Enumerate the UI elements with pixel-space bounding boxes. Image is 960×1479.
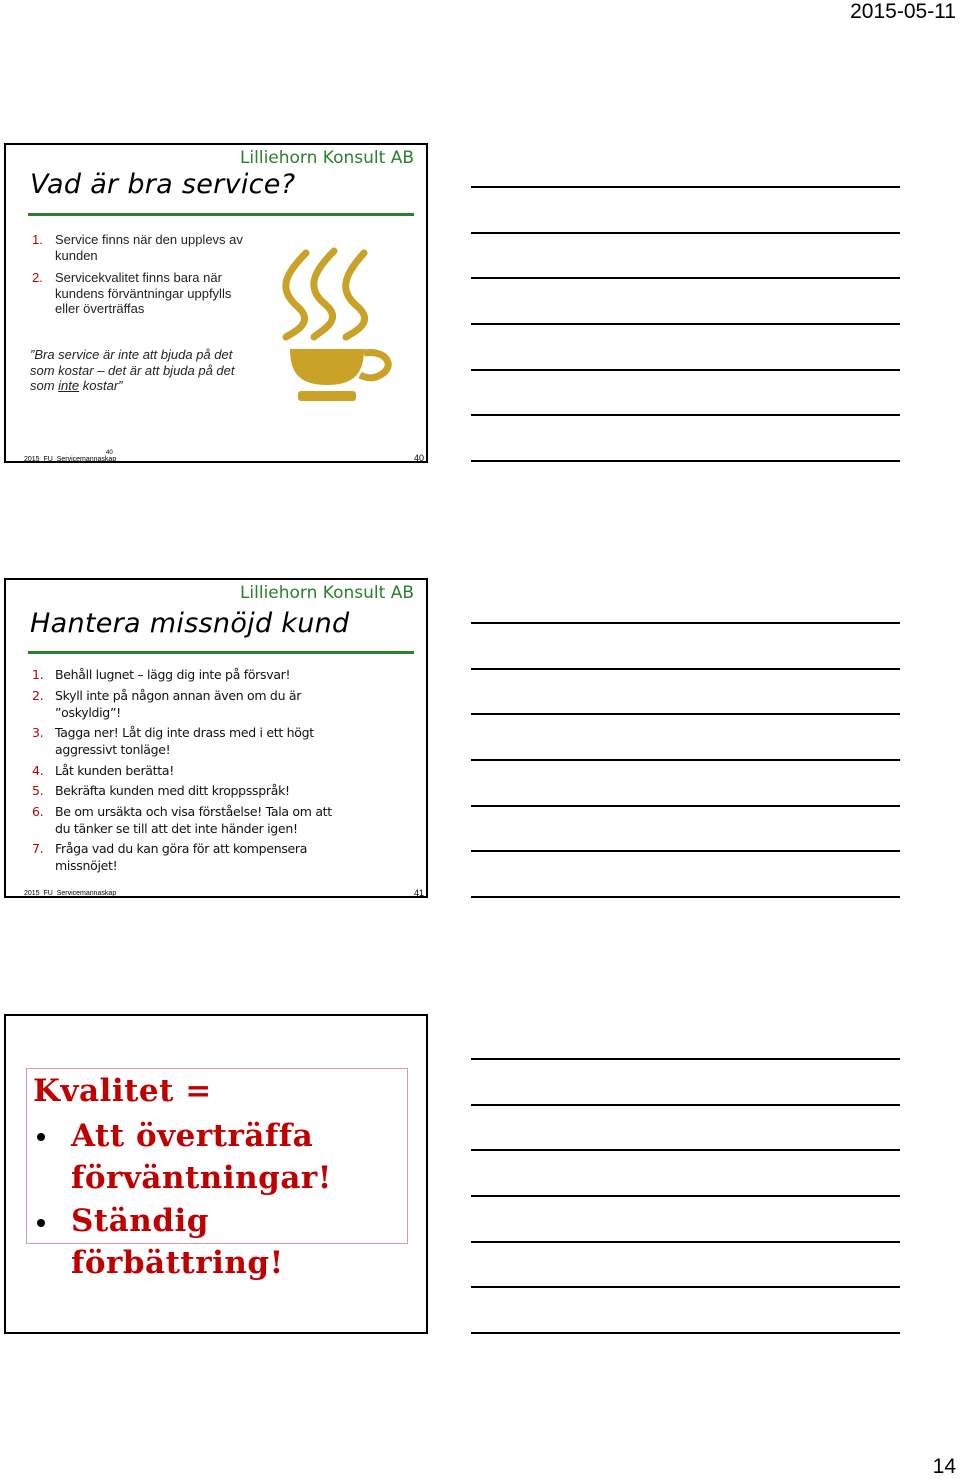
list-item bbox=[32, 724, 332, 758]
list-text: Låt kunden berätta! bbox=[55, 762, 174, 778]
note-line bbox=[471, 668, 900, 670]
note-line bbox=[471, 713, 900, 715]
list-item bbox=[32, 270, 252, 317]
note-line bbox=[471, 323, 900, 325]
steps-list bbox=[32, 666, 332, 878]
note-line bbox=[471, 232, 900, 234]
slide-title: Hantera missnöjd kund bbox=[30, 608, 350, 639]
note-line bbox=[471, 759, 900, 761]
list-item bbox=[32, 803, 332, 837]
brand-name: Lilliehorn Konsult AB bbox=[239, 148, 414, 168]
list-item bbox=[32, 666, 332, 683]
list-number: 1. bbox=[32, 232, 43, 247]
note-line bbox=[471, 1241, 900, 1243]
note-line bbox=[471, 414, 900, 416]
note-line bbox=[471, 896, 900, 898]
list-number: 2. bbox=[32, 270, 43, 285]
page-number: 14 bbox=[932, 1455, 956, 1478]
bullet-line: förväntningar! bbox=[71, 1160, 332, 1196]
slide-footer: 2015_FU_Servicemannaskap bbox=[24, 890, 117, 897]
list-item bbox=[32, 840, 332, 874]
list-number: 5. bbox=[32, 783, 44, 798]
list-text: Skyll inte på någon annan även om du är ”oskyldig”! bbox=[55, 687, 302, 720]
quality-callout bbox=[26, 1068, 408, 1281]
bullet-dot bbox=[37, 1133, 45, 1141]
note-line bbox=[471, 1149, 900, 1151]
list-text: Bekräfta kunden med ditt kroppsspråk! bbox=[55, 783, 290, 798]
list-text: Servicekvalitet finns bara när kundens förväntningar uppfylls eller överträffas bbox=[55, 270, 232, 316]
list-item bbox=[32, 232, 252, 263]
note-line bbox=[471, 186, 900, 188]
list-number: 6. bbox=[32, 803, 44, 819]
bullet-line: Ständig förbättring! bbox=[71, 1203, 284, 1281]
list-number: 7. bbox=[32, 841, 44, 856]
note-line bbox=[471, 369, 900, 371]
note-line bbox=[471, 1286, 900, 1288]
note-line bbox=[471, 1332, 900, 1334]
note-line bbox=[471, 1058, 900, 1060]
slide-number-small: 40 bbox=[106, 450, 113, 456]
service-quote bbox=[30, 347, 250, 394]
list-text: Service finns när den upplevs av kunden bbox=[55, 232, 243, 263]
list-number: 1. bbox=[32, 667, 44, 682]
list-text: Behåll lugnet – lägg dig inte på försvar! bbox=[55, 667, 291, 682]
note-line bbox=[471, 1195, 900, 1197]
list-item bbox=[32, 687, 332, 721]
slide-number: 41 bbox=[413, 888, 424, 898]
bullet-dot bbox=[37, 1219, 45, 1227]
quote-underlined: inte bbox=[58, 378, 80, 393]
slide-footer: 2015_FU_Servicemannaskap bbox=[24, 456, 117, 463]
list-number: 4. bbox=[32, 762, 44, 778]
brand-name: Lilliehorn Konsult AB bbox=[239, 583, 414, 603]
slide-hantera-missnojd-kund bbox=[4, 578, 428, 898]
note-line bbox=[471, 460, 900, 462]
quote-text-a: ”Bra service är inte att bjuda på det som kostar – det är att bjuda på det som bbox=[30, 347, 235, 393]
list-number: 3. bbox=[32, 725, 44, 740]
list-item bbox=[32, 762, 332, 779]
list-text: Fråga vad du kan göra för att kompensera missnöjet! bbox=[55, 841, 308, 873]
note-line bbox=[471, 850, 900, 852]
note-line bbox=[471, 622, 900, 624]
list-text: Tagga ner! Låt dig inte drass med i ett högt aggressivt tonläge! bbox=[55, 725, 314, 757]
note-line bbox=[471, 805, 900, 807]
callout-heading: Kvalitet = bbox=[33, 1073, 212, 1109]
title-rule bbox=[28, 651, 414, 654]
list-text: Be om ursäkta och visa förståelse! Tala om att du tänker se till att det inte händer igen! bbox=[55, 803, 332, 836]
page-date: 2015-05-11 bbox=[850, 0, 956, 23]
slide-number: 40 bbox=[413, 453, 424, 463]
quote-text-b: kostar” bbox=[79, 378, 123, 393]
slide-vad-ar-bra-service bbox=[4, 143, 428, 463]
bullet-line: Att överträffa bbox=[71, 1118, 314, 1154]
service-list bbox=[32, 232, 252, 324]
note-line bbox=[471, 1104, 900, 1106]
note-line bbox=[471, 277, 900, 279]
list-number: 2. bbox=[32, 687, 44, 703]
coffee-cup-icon bbox=[276, 245, 398, 405]
list-item bbox=[32, 782, 332, 799]
slide-title: Vad är bra service? bbox=[30, 169, 296, 200]
slide-kvalitet bbox=[4, 1014, 428, 1334]
title-rule bbox=[28, 213, 414, 216]
